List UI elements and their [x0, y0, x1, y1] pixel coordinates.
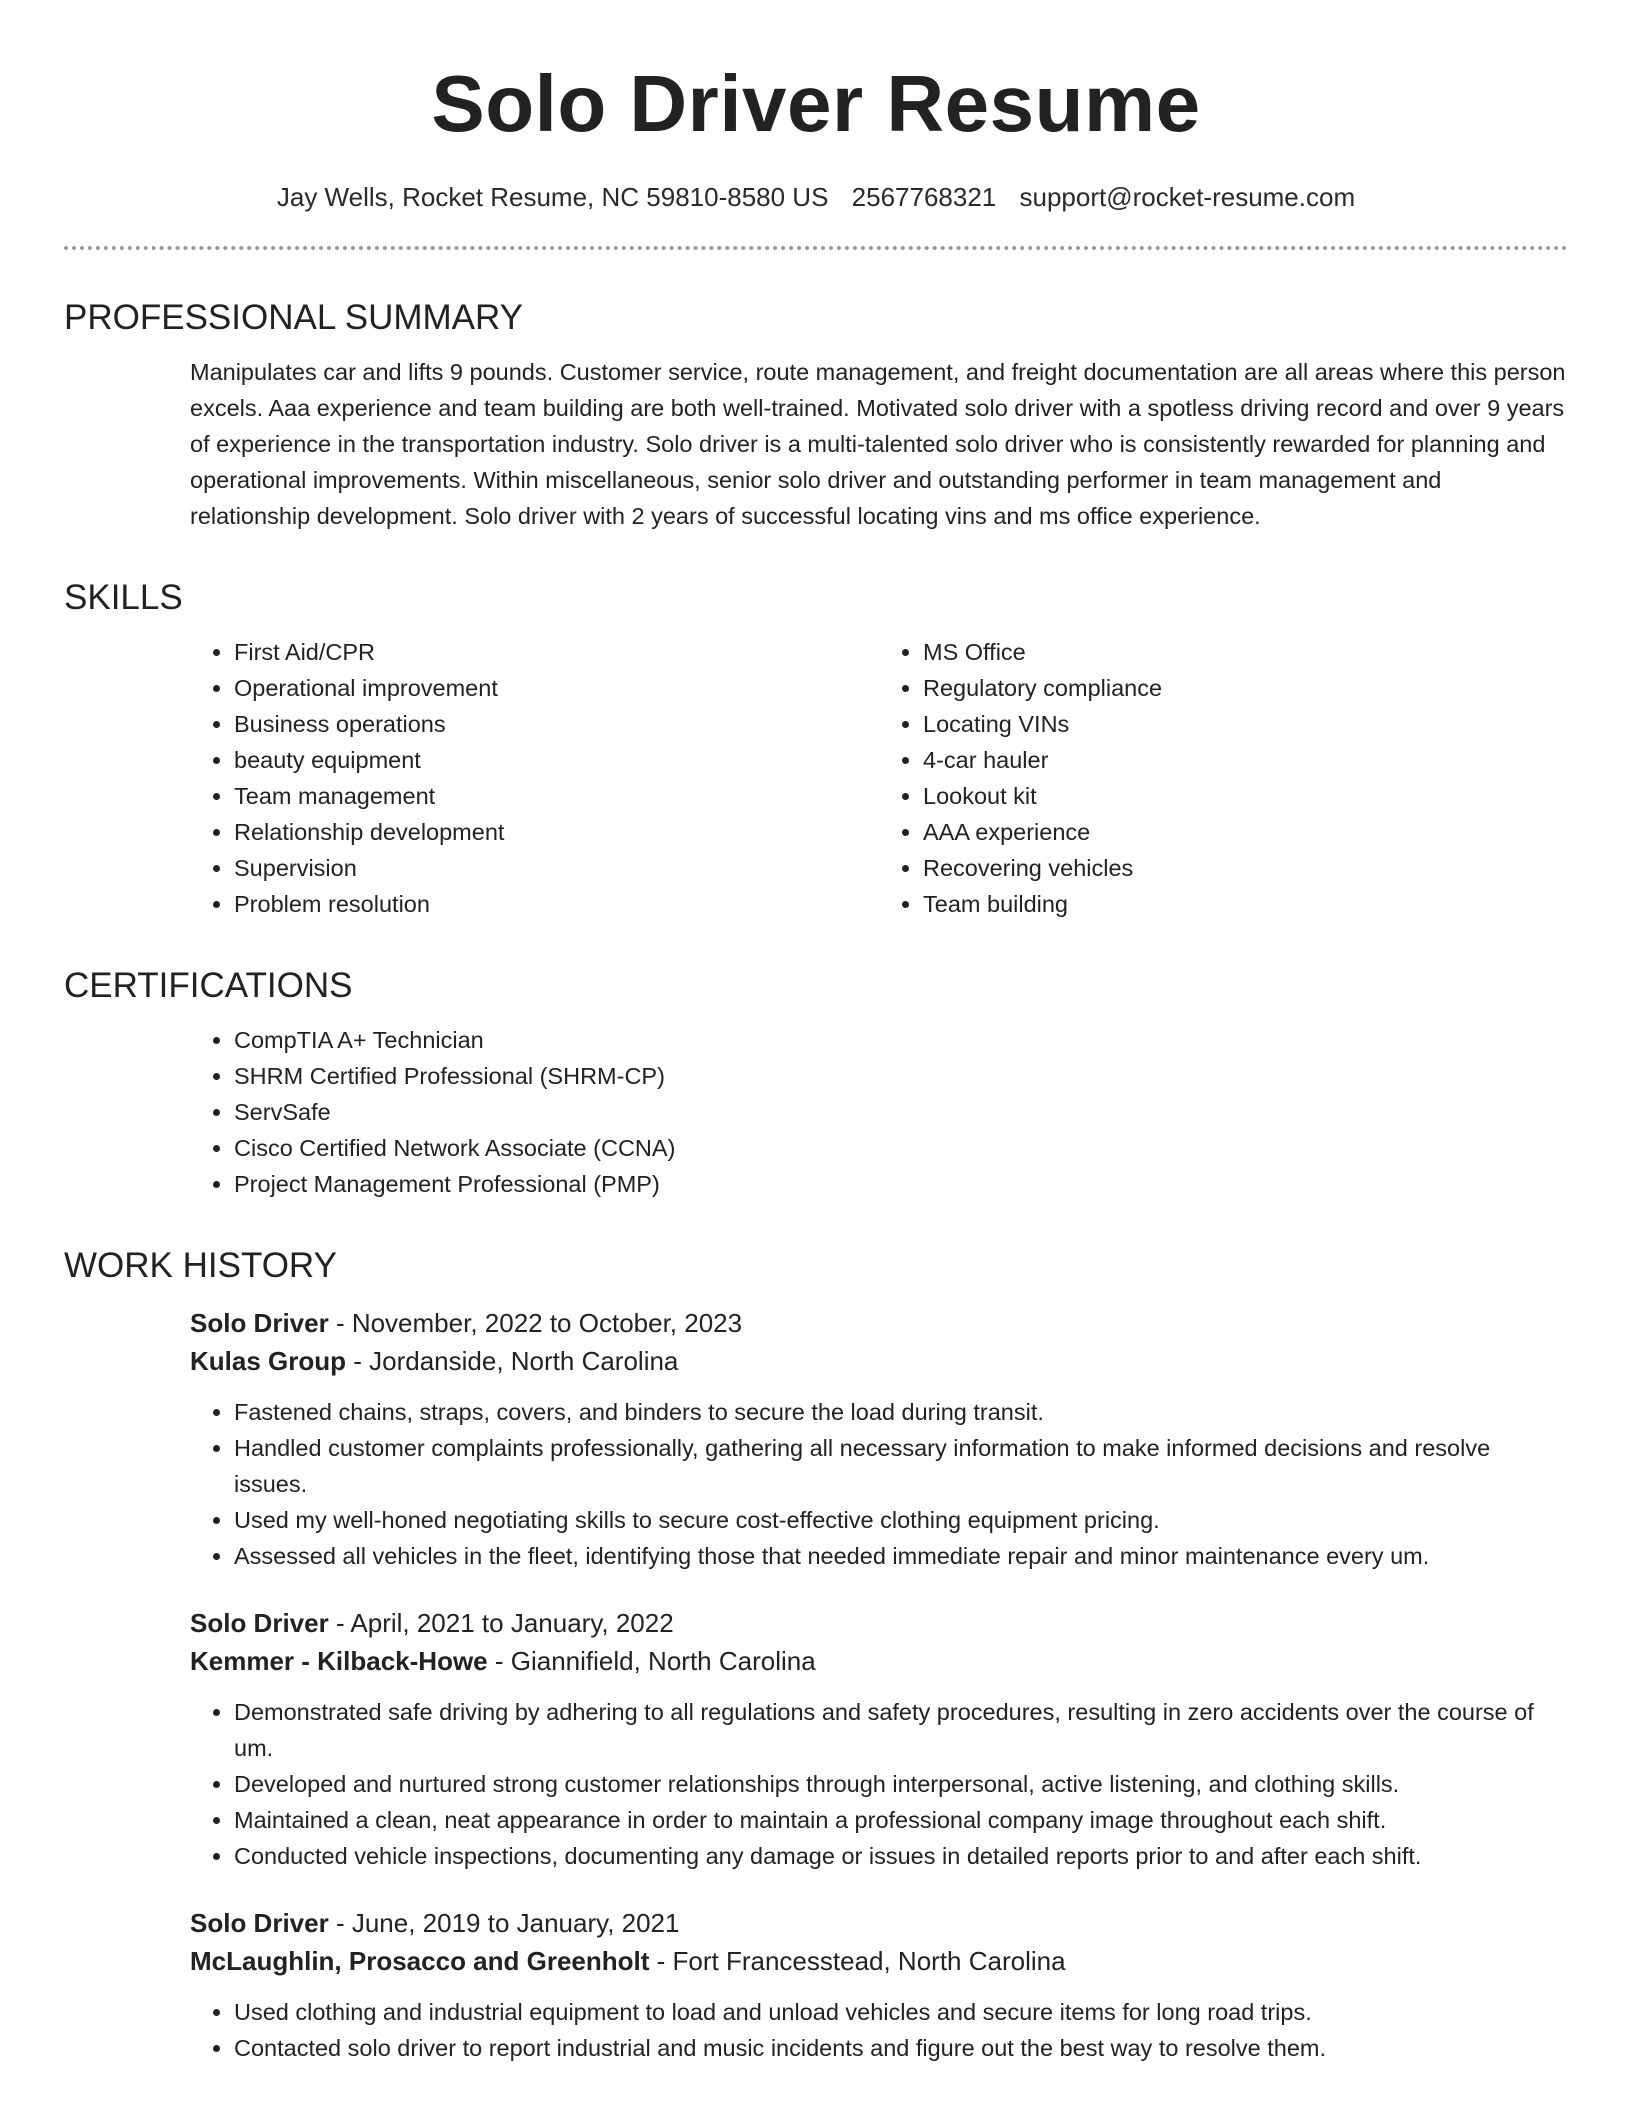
job-entry — [190, 1904, 1568, 2066]
header-divider — [64, 246, 1568, 250]
section-heading: SKILLS — [64, 578, 183, 617]
contact-line — [64, 180, 1568, 214]
skill-item: • Lookout kit — [923, 778, 1568, 814]
skill-item: • Relationship development — [234, 814, 879, 850]
job-bullet: • Handled customer complaints professionally, gathering all necessary information to make informed decisions and resolve issues. — [234, 1430, 1568, 1502]
certification-item: • CompTIA A+ Technician — [234, 1022, 1568, 1058]
job-title-line — [190, 1304, 1568, 1342]
job-bullets — [190, 1994, 1568, 2066]
job-dates: - June, 2019 to January, 2021 — [328, 1908, 680, 1938]
job-bullet: • Fastened chains, straps, covers, and binders to secure the load during transit. — [234, 1394, 1568, 1430]
work-history-section — [64, 1244, 1568, 2066]
job-title: Solo Driver — [190, 1608, 329, 1638]
job-company: McLaughlin, Prosacco and Greenholt — [190, 1946, 650, 1976]
job-company-line — [190, 1942, 1568, 1980]
skill-item: • 4-car hauler — [923, 742, 1568, 778]
certification-item: • ServSafe — [234, 1094, 1568, 1130]
job-location: - Fort Francesstead, North Carolina — [649, 1946, 1066, 1976]
job-bullet: • Assessed all vehicles in the fleet, identifying those that needed immediate repair and minor maintenance every um. — [234, 1538, 1568, 1574]
job-bullets — [190, 1394, 1568, 1574]
section-heading: CERTIFICATIONS — [64, 966, 353, 1005]
skill-item: • Team building — [923, 886, 1568, 922]
job-bullet: • Demonstrated safe driving by adhering to all regulations and safety procedures, resulting in zero accidents over the course of um. — [234, 1694, 1568, 1766]
skills-list-right — [879, 634, 1568, 922]
certification-item: • Cisco Certified Network Associate (CCNA) — [234, 1130, 1568, 1166]
job-title-line — [190, 1604, 1568, 1642]
job-bullet: • Conducted vehicle inspections, documenting any damage or issues in detailed reports prior to and after each shift. — [234, 1838, 1568, 1874]
job-title-line — [190, 1904, 1568, 1942]
job-dates: - April, 2021 to January, 2022 — [328, 1608, 674, 1638]
skill-item: • MS Office — [923, 634, 1568, 670]
skill-item: • Supervision — [234, 850, 879, 886]
job-company: Kemmer - Kilback-Howe — [190, 1646, 488, 1676]
skill-item: • Problem resolution — [234, 886, 879, 922]
contact-email: support@rocket-resume.com — [1019, 182, 1356, 212]
job-bullet: • Maintained a clean, neat appearance in order to maintain a professional company image throughout each shift. — [234, 1802, 1568, 1838]
summary-section — [64, 296, 1568, 534]
job-title: Solo Driver — [190, 1908, 329, 1938]
skill-item: • Team management — [234, 778, 879, 814]
skills-section — [64, 576, 1568, 922]
certification-item: • Project Management Professional (PMP) — [234, 1166, 1568, 1202]
job-bullets — [190, 1694, 1568, 1874]
section-heading: WORK HISTORY — [64, 1246, 337, 1285]
job-dates: - November, 2022 to October, 2023 — [328, 1308, 743, 1338]
job-bullet: • Used clothing and industrial equipment to load and unload vehicles and secure items for long road trips. — [234, 1994, 1568, 2030]
section-heading: PROFESSIONAL SUMMARY — [64, 298, 523, 337]
skill-item: • beauty equipment — [234, 742, 879, 778]
skill-item: • First Aid/CPR — [234, 634, 879, 670]
skill-item: • Locating VINs — [923, 706, 1568, 742]
job-bullet: • Contacted solo driver to report industrial and music incidents and figure out the best way to resolve them. — [234, 2030, 1568, 2066]
certifications-list — [190, 1022, 1568, 1202]
summary-text: Manipulates car and lifts 9 pounds. Customer service, route management, and freight documentation are all areas where this person excels. Aaa experience and team building are both well-trained. Motivated solo driver with a spotless driving record and over 9 years of experience in the transportation industry. Solo driver is a multi-talented solo driver who is consistently rewarded for planning and operational improvements. Within miscellaneous, senior solo driver and outstanding performer in team management and relationship development. Solo driver with 2 years of successful locating vins and ms office experience. — [190, 359, 1566, 529]
job-title: Solo Driver — [190, 1308, 329, 1338]
skill-item: • Business operations — [234, 706, 879, 742]
job-entry — [190, 1304, 1568, 1574]
skills-list-left — [190, 634, 879, 922]
contact-address: Jay Wells, Rocket Resume, NC 59810-8580 US — [276, 182, 829, 212]
resume-title: Solo Driver Resume — [431, 59, 1201, 148]
certifications-body — [64, 1022, 1568, 1202]
skill-item: • Recovering vehicles — [923, 850, 1568, 886]
skill-item: • AAA experience — [923, 814, 1568, 850]
job-entry — [190, 1604, 1568, 1874]
job-company-line — [190, 1342, 1568, 1380]
contact-phone: 2567768321 — [851, 182, 997, 212]
job-bullet: • Developed and nurtured strong customer relationships through interpersonal, active listening, and clothing skills. — [234, 1766, 1568, 1802]
work-history-body — [64, 1304, 1568, 2066]
job-company-line — [190, 1642, 1568, 1680]
job-bullet: • Used my well-honed negotiating skills to secure cost-effective clothing equipment pricing. — [234, 1502, 1568, 1538]
certification-item: • SHRM Certified Professional (SHRM-CP) — [234, 1058, 1568, 1094]
skill-item: • Operational improvement — [234, 670, 879, 706]
certifications-section — [64, 964, 1568, 1202]
skill-item: • Regulatory compliance — [923, 670, 1568, 706]
job-company: Kulas Group — [190, 1346, 347, 1376]
job-location: - Giannifield, North Carolina — [487, 1646, 816, 1676]
skills-grid — [64, 634, 1568, 922]
job-location: - Jordanside, North Carolina — [346, 1346, 679, 1376]
